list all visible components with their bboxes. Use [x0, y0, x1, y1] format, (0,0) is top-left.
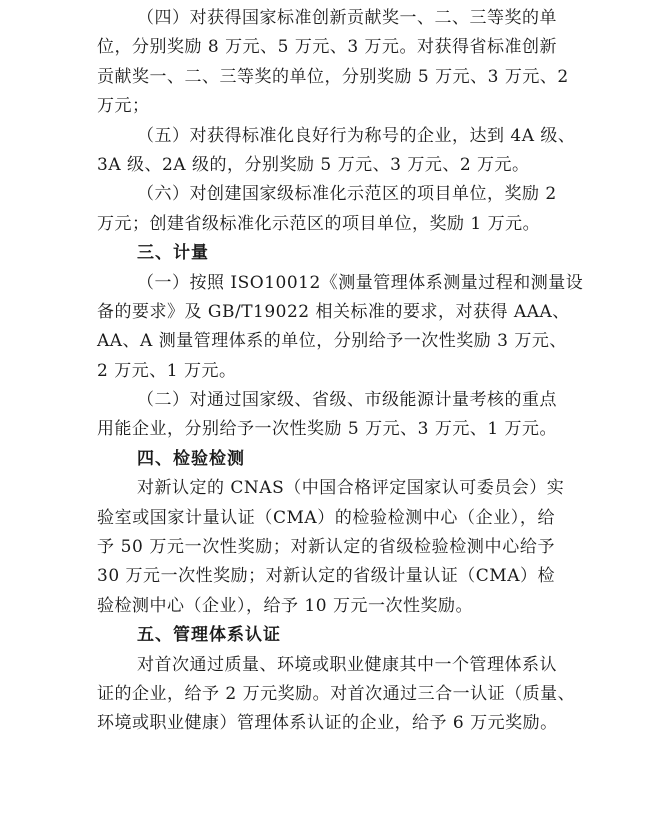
section-heading-management-system-certification: 五、管理体系认证 — [137, 625, 281, 646]
paragraph-standardization-good-conduct — [97, 122, 576, 181]
text-line: 环境或职业健康）管理体系认证的企业，给予 6 万元奖励。 — [97, 713, 558, 734]
text-line: 2 万元、1 万元。 — [97, 360, 237, 381]
text-line: （一）按照 ISO10012《测量管理体系测量过程和测量设 — [137, 272, 584, 293]
paragraph-management-system-awards — [97, 651, 576, 739]
text-line: （六）对创建国家级标准化示范区的项目单位，奖励 2 — [137, 184, 557, 205]
section-heading-inspection-testing: 四、检验检测 — [137, 448, 245, 469]
text-line: 3A 级、2A 级的，分别奖励 5 万元、3 万元、2 万元。 — [97, 154, 530, 175]
paragraph-national-standard-innovation-award — [97, 4, 569, 122]
paragraph-inspection-testing-awards — [97, 474, 565, 621]
text-line: 30 万元一次性奖励；对新认定的省级计量认证（CMA）检 — [97, 566, 555, 587]
text-line: 证的企业，给予 2 万元奖励。对首次通过三合一认证（质量、 — [97, 683, 576, 704]
text-line: 对新认定的 CNAS（中国合格评定国家认可委员会）实 — [137, 478, 565, 499]
paragraph-energy-metrology-assessment — [97, 386, 558, 445]
text-line: （二）对通过国家级、省级、市级能源计量考核的重点 — [137, 390, 557, 411]
text-line: （五）对获得标准化良好行为称号的企业，达到 4A 级、 — [137, 125, 576, 146]
paragraph-standardization-demo-zone — [97, 180, 555, 239]
section-heading-metrology: 三、计量 — [137, 243, 209, 264]
paragraph-measurement-management-system — [97, 269, 584, 387]
text-line: 对首次通过质量、环境或职业健康其中一个管理体系认 — [137, 654, 557, 675]
text-line: 位，分别奖励 8 万元、5 万元、3 万元。对获得省标准创新 — [97, 37, 558, 58]
text-line: 万元；创建省级标准化示范区的项目单位，奖励 1 万元。 — [97, 213, 541, 234]
text-line: 予 50 万元一次性奖励；对新认定的省级检验检测中心给予 — [97, 537, 555, 558]
text-line: 备的要求》及 GB/T19022 相关标准的要求，对获得 AAA、 — [97, 301, 570, 322]
text-line: AA、A 测量管理体系的单位，分别给予一次性奖励 3 万元、 — [97, 331, 567, 352]
text-line: 验室或国家计量认证（CMA）的检验检测中心（企业），给 — [97, 507, 555, 528]
text-line: （四）对获得国家标准创新贡献奖一、二、三等奖的单 — [137, 8, 557, 28]
text-line: 用能企业，分别给予一次性奖励 5 万元、3 万元、1 万元。 — [97, 419, 558, 440]
text-line: 验检测中心（企业），给予 10 万元一次性奖励。 — [97, 595, 473, 616]
text-line: 贡献奖一、二、三等奖的单位，分别奖励 5 万元、3 万元、2 — [97, 66, 569, 87]
text-line: 万元； — [97, 96, 150, 117]
document-page — [97, 4, 584, 739]
